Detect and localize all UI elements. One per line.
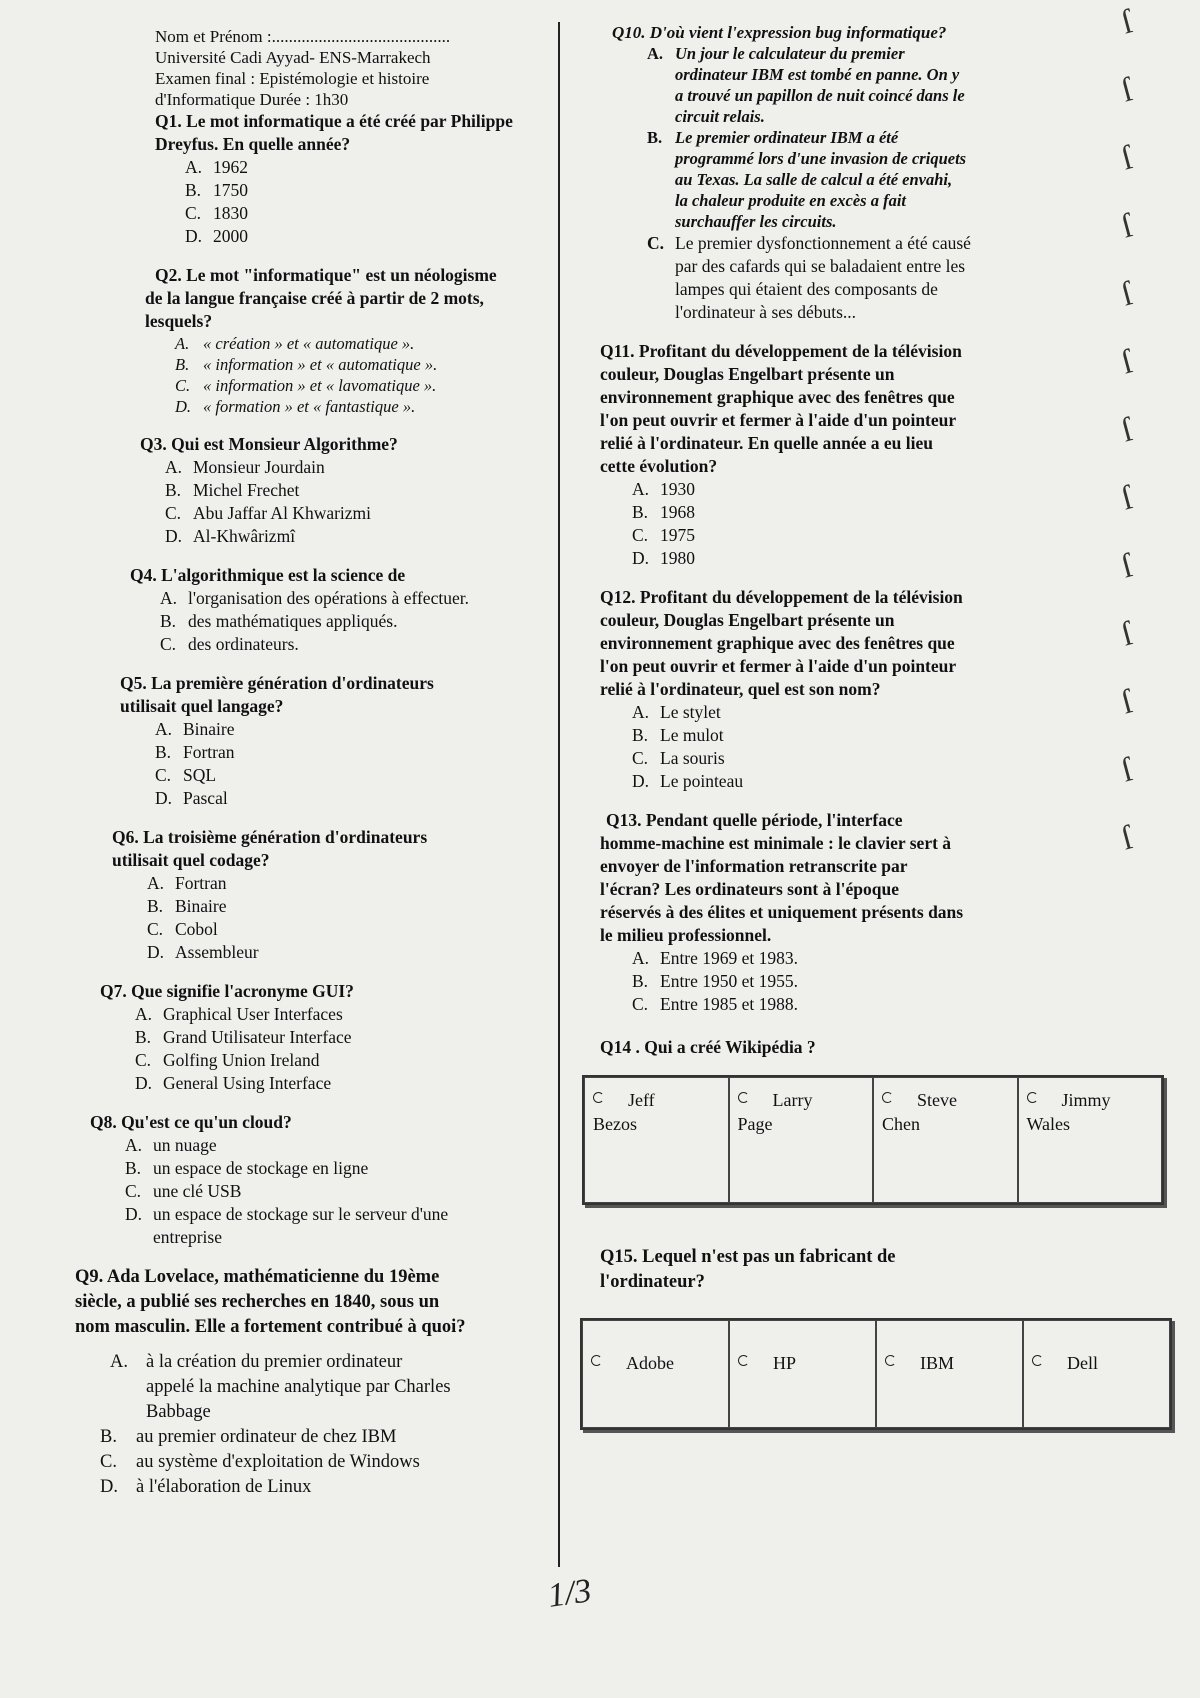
question-text: relié à l'ordinateur, quel est son nom? [600,679,881,699]
question-text: utilisait quel codage? [112,850,270,870]
question-15 [600,1245,896,1295]
question-text: environnement graphique avec des fenêtres que [600,387,955,407]
q14-choice[interactable]: Larry Page [729,1077,874,1203]
option[interactable]: D. General Using Interface [135,1073,332,1093]
question-text: envoyer de l'information retranscrite par [600,856,908,876]
binding-ring-icon: ſ [1117,411,1137,450]
option[interactable]: D. Assembleur [147,942,259,962]
exam-title: Examen final : Epistémologie et histoire [155,69,430,88]
option[interactable]: A. « création » et « automatique ». [175,334,415,353]
option-continuation: au Texas. La salle de calcul a été envahi, [675,170,953,189]
option[interactable]: A. Graphical User Interfaces [135,1004,343,1024]
question-text: Q12. Profitant du développement de la télévision [600,587,963,607]
radio-button[interactable] [1032,1355,1043,1366]
question-text: Q1. Le mot informatique a été créé par Philippe [155,111,513,131]
page-number: 1/3 [545,1572,594,1615]
option[interactable]: B. Entre 1950 et 1955. [632,971,799,991]
question-text: l'on peut ouvrir et fermer à l'aide d'un pointeur [600,410,957,430]
option[interactable]: A. un nuage [125,1135,217,1155]
question-text: Q3. Qui est Monsieur Algorithme? [140,434,398,454]
option[interactable]: C. Le premier dysfonctionnement a été causé [647,233,971,253]
option[interactable]: C. Abu Jaffar Al Khwarizmi [165,503,372,523]
option-continuation: par des cafards qui se baladaient entre les [675,256,966,276]
option[interactable]: D. Al-Khwârizmî [165,526,296,546]
question-10 [600,22,1140,324]
question-4 [90,564,545,656]
option[interactable]: A. 1930 [632,479,695,499]
right-column [600,22,1140,1059]
option[interactable]: C. 1830 [185,203,248,223]
option[interactable]: D. à l'élaboration de Linux [100,1477,312,1497]
option[interactable]: D. « formation » et « fantastique ». [175,397,416,416]
question-5 [90,672,545,810]
column-divider [558,22,560,1567]
option[interactable]: D. 1980 [632,548,695,568]
option-continuation: lampes qui étaient des composants de [675,279,938,299]
option[interactable]: B. Binaire [147,896,227,916]
option[interactable]: B. « information » et « automatique ». [175,355,438,374]
question-text: Q6. La troisième génération d'ordinateurs [112,827,428,847]
q14-choices [582,1075,1164,1205]
q15-choice[interactable]: IBM [876,1320,1023,1428]
question-9 [75,1265,545,1500]
binding-ring-icon: ſ [1117,547,1137,586]
question-7 [90,980,545,1095]
option-continuation: entreprise [153,1227,222,1247]
q15-choice[interactable]: Dell [1023,1320,1170,1428]
option[interactable]: B. au premier ordinateur de chez IBM [100,1427,397,1447]
question-text: Q13. Pendant quelle période, l'interface [606,810,903,830]
option-continuation: surchauffer les circuits. [675,212,837,231]
option[interactable]: B. Grand Utilisateur Interface [135,1027,352,1047]
binding-ring-icon: ſ [1117,479,1137,518]
question-13 [600,809,1140,1016]
option[interactable]: A. Binaire [155,719,235,739]
radio-button[interactable] [593,1092,604,1103]
question-text: utilisait quel langage? [120,696,284,716]
q15-choice[interactable]: HP [729,1320,876,1428]
binding-ring-icon: ſ [1117,819,1137,858]
question-text: Q9. Ada Lovelace, mathématicienne du 19ème [75,1267,440,1287]
option-continuation: appelé la machine analytique par Charles [146,1377,451,1397]
question-1 [90,110,545,248]
question-text: réservés à des élites et uniquement présents dans [600,902,964,922]
name-line[interactable]: Nom et Prénom :.......................................... [155,27,451,46]
binding-ring-icon: ſ [1117,751,1137,790]
question-text: Q5. La première génération d'ordinateurs [120,673,434,693]
option-continuation: l'ordinateur à ses débuts... [675,302,857,322]
question-text: Q10. D'où vient l'expression bug informatique? [612,23,947,42]
option-continuation: a trouvé un papillon de nuit coincé dans le [675,86,965,105]
option-continuation: Babbage [146,1402,211,1422]
question-text: couleur, Douglas Engelbart présente un [600,364,895,384]
option[interactable]: B. un espace de stockage en ligne [125,1158,369,1178]
option[interactable]: B. 1968 [632,502,695,522]
option-continuation: circuit relais. [675,107,765,126]
binding-ring-icon: ſ [1117,139,1137,178]
question-6 [90,826,545,964]
q14-choice[interactable]: Steve Chen [873,1077,1018,1203]
radio-button[interactable] [882,1092,893,1103]
university: Université Cadi Ayyad- ENS-Marrakech [155,48,431,67]
radio-button[interactable] [885,1355,896,1366]
option[interactable]: D. un espace de stockage sur le serveur d'une [125,1204,449,1224]
option[interactable]: B. Michel Frechet [165,480,300,500]
question-text: relié à l'ordinateur. En quelle année a eu lieu [600,433,933,453]
question-text: couleur, Douglas Engelbart présente un [600,610,895,630]
option[interactable]: B. Le mulot [632,725,724,745]
option[interactable]: C. une clé USB [125,1181,242,1201]
binding-ring-icon: ſ [1117,71,1137,110]
q14-title: Q14 . Qui a créé Wikipédia ? [600,1037,816,1057]
question-text: nom masculin. Elle a fortement contribué à quoi? [75,1317,466,1337]
radio-button[interactable] [738,1355,749,1366]
binding-ring-icon: ſ [1117,343,1137,382]
option[interactable]: B. des mathématiques appliqués. [160,611,398,631]
option[interactable]: A. Le stylet [632,702,721,722]
question-3 [90,433,545,548]
option[interactable]: B. Le premier ordinateur IBM a été [647,128,899,147]
question-8 [90,1111,545,1249]
radio-button[interactable] [738,1092,749,1103]
binding-ring-icon: ſ [1117,683,1137,722]
radio-button[interactable] [1027,1092,1038,1103]
binding-ring-icon: ſ [1117,207,1137,246]
question-text: Q7. Que signifie l'acronyme GUI? [100,981,354,1001]
binding-ring-icon: ſ [1117,3,1137,42]
option[interactable]: D. Le pointeau [632,771,744,791]
binding-ring-icon: ſ [1117,615,1137,654]
option[interactable]: B. Fortran [155,742,235,762]
option-continuation: ordinateur IBM est tombé en panne. On y [675,65,960,84]
spiral-binding [1117,0,1182,1000]
question-text: cette évolution? [600,456,718,476]
q15-choices [580,1318,1172,1430]
option[interactable]: A. à la création du premier ordinateur [110,1352,403,1372]
option-continuation: la chaleur produite en excès a fait [675,191,906,210]
option[interactable]: C. La souris [632,748,725,768]
question-2 [90,264,545,417]
question-text: Q8. Qu'est ce qu'un cloud? [90,1112,292,1132]
option[interactable]: A. Fortran [147,873,227,893]
option[interactable]: C. des ordinateurs. [160,634,299,654]
question-text: environnement graphique avec des fenêtres que [600,633,955,653]
option[interactable]: B. 1750 [185,180,248,200]
question-text: l'ordinateur? [600,1272,705,1292]
left-column [75,26,545,1500]
option[interactable]: C. 1975 [632,525,695,545]
question-11 [600,340,1140,570]
option[interactable]: C. Cobol [147,919,218,939]
option[interactable]: A. Monsieur Jourdain [165,457,325,477]
question-text: l'écran? Les ordinateurs sont à l'époque [600,879,899,899]
binding-ring-icon: ſ [1117,275,1137,314]
option[interactable]: C. « information » et « lavomatique ». [175,376,437,395]
exam-subject: d'Informatique Durée : 1h30 [155,90,349,109]
question-text: l'on peut ouvrir et fermer à l'aide d'un pointeur [600,656,957,676]
question-12 [600,586,1140,793]
q14-choice[interactable]: Jimmy Wales [1018,1077,1163,1203]
question-text: Q2. Le mot "informatique" est un néologisme [155,265,497,285]
option[interactable]: C. au système d'exploitation de Windows [100,1452,420,1472]
question-text: Q11. Profitant du développement de la télévision [600,341,962,361]
question-text: siècle, a publié ses recherches en 1840, sous un [75,1292,440,1312]
question-text: Q4. L'algorithmique est la science de [130,565,406,585]
option[interactable]: A. Entre 1969 et 1983. [632,948,799,968]
question-text: homme-machine est minimale : le clavier sert à [600,833,952,853]
question-text: de la langue française créé à partir de 2 mots, [145,288,484,308]
option[interactable]: C. Entre 1985 et 1988. [632,994,799,1014]
question-text: le milieu professionnel. [600,925,772,945]
question-text: Q15. Lequel n'est pas un fabricant de [600,1247,896,1267]
option[interactable]: C. Golfing Union Ireland [135,1050,320,1070]
question-text: lesquels? [145,311,213,331]
option[interactable]: D. 2000 [185,226,248,246]
q14-choice[interactable]: Jeff Bezos [584,1077,729,1203]
question-text: Dreyfus. En quelle année? [155,134,351,154]
option[interactable]: A. Un jour le calculateur du premier [647,44,905,63]
option[interactable]: D. Pascal [155,788,228,808]
option[interactable]: A. 1962 [185,157,248,177]
radio-button[interactable] [591,1355,602,1366]
q15-choice[interactable]: Adobe [582,1320,729,1428]
option-continuation: programmé lors d'une invasion de criquets [675,149,967,168]
option[interactable]: A. l'organisation des opérations à effectuer. [160,588,469,608]
option[interactable]: C. SQL [155,765,217,785]
